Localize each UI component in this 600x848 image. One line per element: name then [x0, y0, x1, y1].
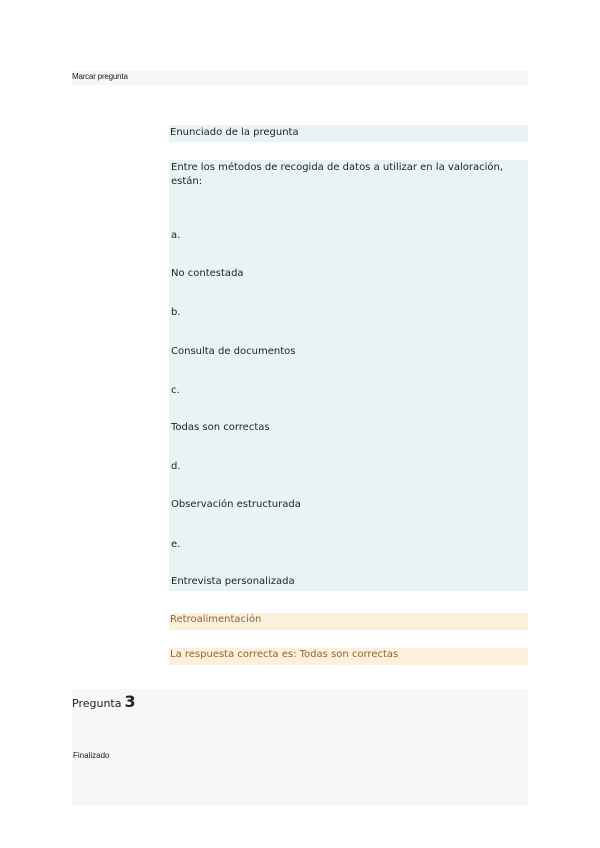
- question-3-title: [72, 692, 136, 711]
- flag-question-link[interactable]: Marcar pregunta: [72, 72, 128, 81]
- answer-c-text[interactable]: Todas son correctas: [171, 422, 270, 433]
- question-number: 3: [124, 692, 136, 711]
- question-body: [169, 160, 528, 591]
- question-label: Pregunta: [72, 697, 122, 710]
- question-3-info: [72, 689, 528, 805]
- answer-a-text[interactable]: No contestada: [171, 268, 244, 279]
- answer-e-letter[interactable]: e.: [171, 539, 181, 550]
- answer-d-text[interactable]: Observación estructurada: [171, 499, 301, 510]
- question-content: [169, 125, 528, 591]
- answer-a-letter[interactable]: a.: [171, 230, 181, 241]
- question-text-header: [169, 125, 528, 142]
- right-answer-text: La respuesta correcta es: Todas son correctas: [170, 649, 399, 660]
- question-text-heading: Enunciado de la pregunta: [170, 127, 299, 138]
- answer-d-letter[interactable]: d.: [171, 461, 181, 472]
- feedback-heading: Retroalimentación: [170, 614, 262, 625]
- right-answer-box: [169, 648, 528, 665]
- question-text: Entre los métodos de recogida de datos a utilizar en la valoración, están:: [171, 162, 503, 187]
- answer-b-letter[interactable]: b.: [171, 307, 181, 318]
- flag-bar: [72, 71, 528, 85]
- feedback-header: [169, 613, 528, 630]
- answer-c-letter[interactable]: c.: [171, 385, 180, 396]
- answer-b-text[interactable]: Consulta de documentos: [171, 346, 296, 357]
- answer-e-text[interactable]: Entrevista personalizada: [171, 576, 295, 587]
- question-state: Finalizado: [73, 751, 110, 760]
